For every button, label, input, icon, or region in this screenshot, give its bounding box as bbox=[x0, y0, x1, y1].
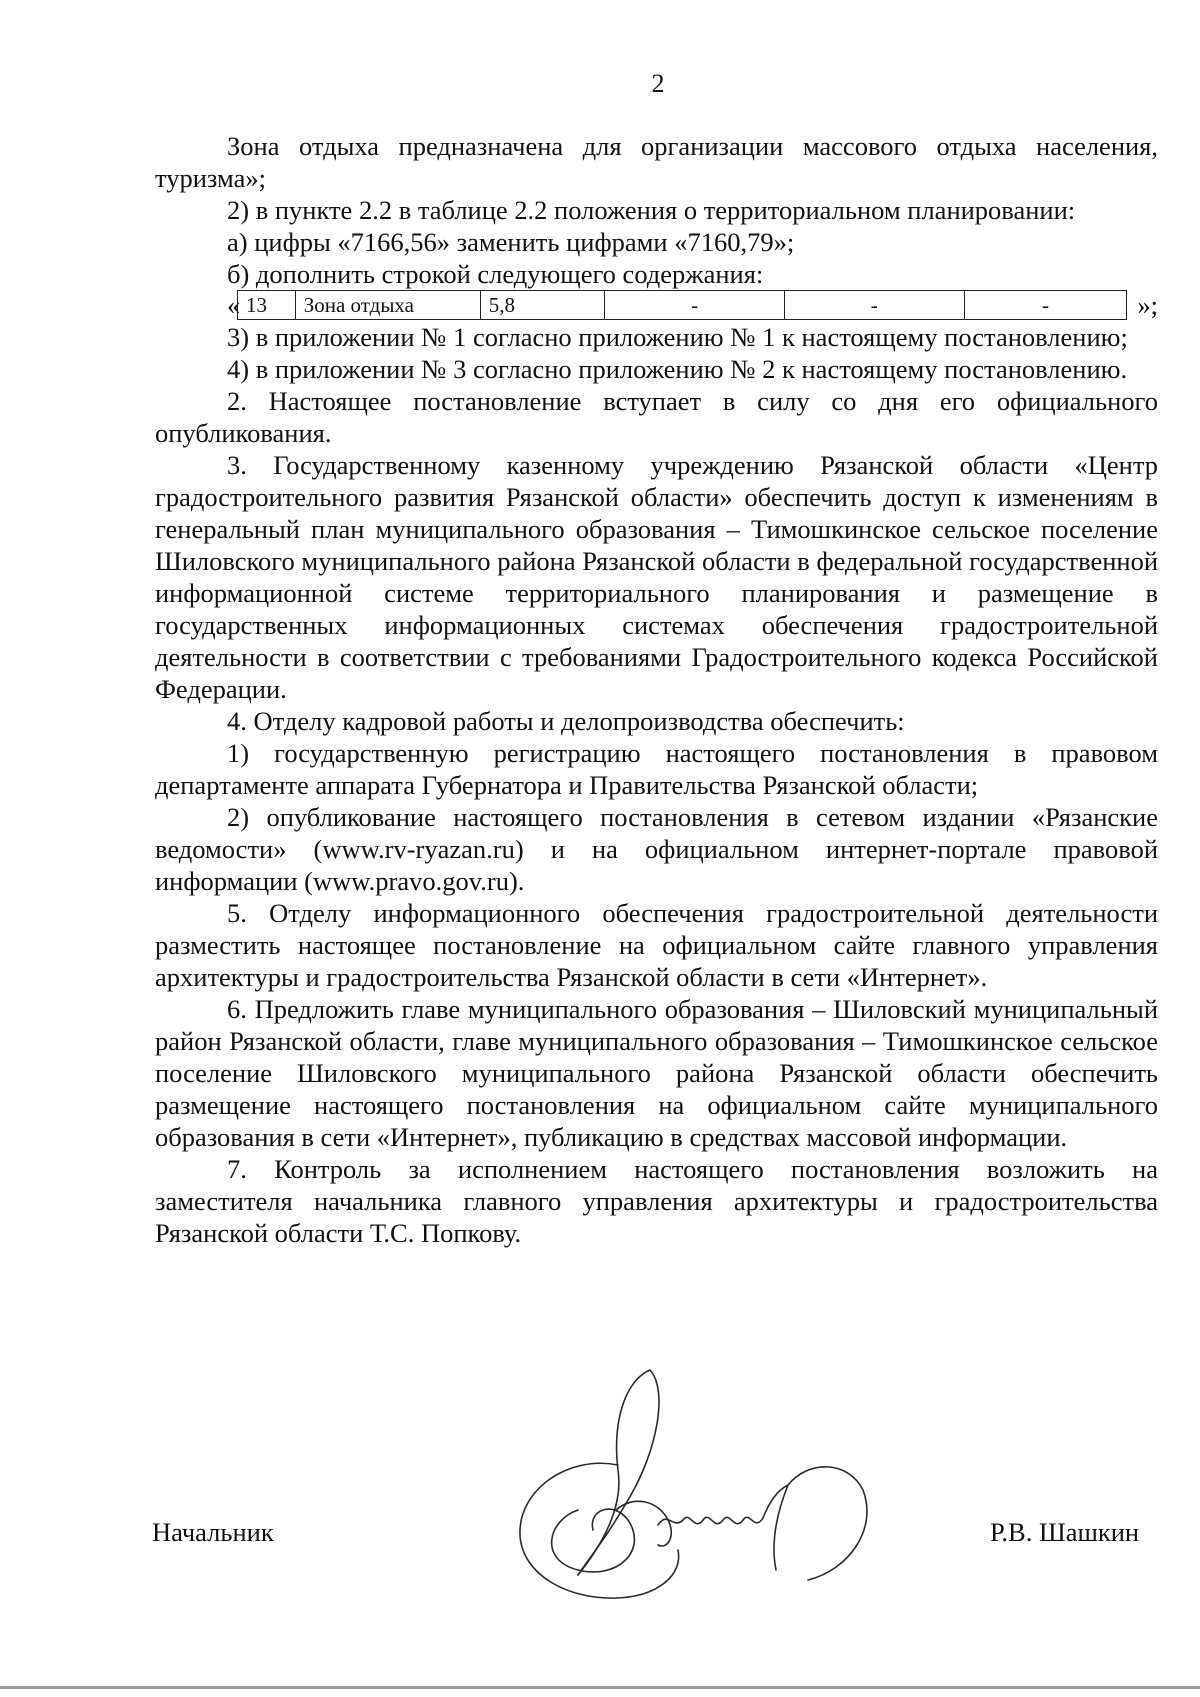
table-cell: 13 bbox=[238, 291, 296, 320]
paragraph: б) дополнить строкой следующего содержания: bbox=[227, 259, 764, 289]
paragraph: Зона отдыха предназначена для организации массового отдыха населения, туризма»; bbox=[155, 131, 1158, 193]
signatory-name: Р.В. Шашкин bbox=[990, 1517, 1140, 1547]
document-body bbox=[155, 130, 1158, 1249]
signatory-position: Начальник bbox=[152, 1517, 274, 1547]
table-cell: 5,8 bbox=[480, 291, 605, 320]
open-quote: « bbox=[227, 290, 241, 320]
table-cell: - bbox=[605, 291, 785, 320]
paragraph: 6. Предложить главе муниципального образования – Шиловский муниципальный район Рязанской области, главе муниципального образования – Тимошкинское сельское поселение Шиловского муниципального района Рязанской области обеспечить размещение настоящего постановления на официальном сайте муниципального образования в сети «Интернет», публикацию в средствах массовой информации. bbox=[155, 994, 1158, 1152]
paragraph: 7. Контроль за исполнением настоящего постановления возложить на заместителя начальника главного управления архитектуры и градостроительства Рязанской области Т.С. Попкову. bbox=[155, 1154, 1158, 1248]
table-cell: - bbox=[784, 291, 964, 320]
table-cell: - bbox=[964, 291, 1127, 320]
close-quote: »; bbox=[1137, 290, 1158, 320]
table-row bbox=[238, 291, 1127, 320]
page-number: 2 bbox=[651, 69, 665, 98]
paragraph: 2) в пункте 2.2 в таблице 2.2 положения о территориальном планировании: bbox=[227, 195, 1076, 225]
paragraph: 4. Отделу кадровой работы и делопроизводства обеспечить: bbox=[227, 706, 905, 736]
table-cell: Зона отдыха bbox=[295, 291, 480, 320]
paragraph: 4) в приложении № 3 согласно приложению № 2 к настоящему постановлению. bbox=[227, 354, 1128, 384]
paragraph: 3. Государственному казенному учреждению Рязанской области «Центр градостроительного развития Рязанской области» обеспечить доступ к изменениям в генеральный план муниципального образования – Тимошкинское сельское поселение Шиловского муниципального района Рязанской области в федеральной государственной информационной системе территориального планирования и размещение в государственных информационных системах обеспечения градостроительной деятельности в соответствии с требованиями Градостроительного кодекса Российской Федерации. bbox=[155, 450, 1158, 704]
inserted-table-row bbox=[155, 289, 1158, 321]
paragraph: 5. Отделу информационного обеспечения градостроительной деятельности разместить настоящее постановление на официальном сайте главного управления архитектуры и градостроительства Рязанской области в сети «Интернет». bbox=[155, 898, 1158, 992]
paragraph: 2. Настоящее постановление вступает в силу со дня его официального опубликования. bbox=[155, 386, 1158, 448]
paragraph: 2) опубликование настоящего постановления в сетевом издании «Рязанские ведомости» (www.rv-ryazan.ru) и на официальном интернет-портале правовой информации (www.pravo.gov.ru). bbox=[155, 802, 1158, 896]
handwritten-signature bbox=[508, 1360, 908, 1615]
paragraph: 3) в приложении № 1 согласно приложению № 1 к настоящему постановлению; bbox=[227, 322, 1128, 352]
page-bottom-rule bbox=[0, 1686, 1200, 1689]
paragraph: а) цифры «7166,56» заменить цифрами «7160,79»; bbox=[227, 227, 795, 257]
paragraph: 1) государственную регистрацию настоящего постановления в правовом департаменте аппарата Губернатора и Правительства Рязанской области; bbox=[155, 738, 1158, 800]
inserted-table bbox=[237, 290, 1127, 320]
